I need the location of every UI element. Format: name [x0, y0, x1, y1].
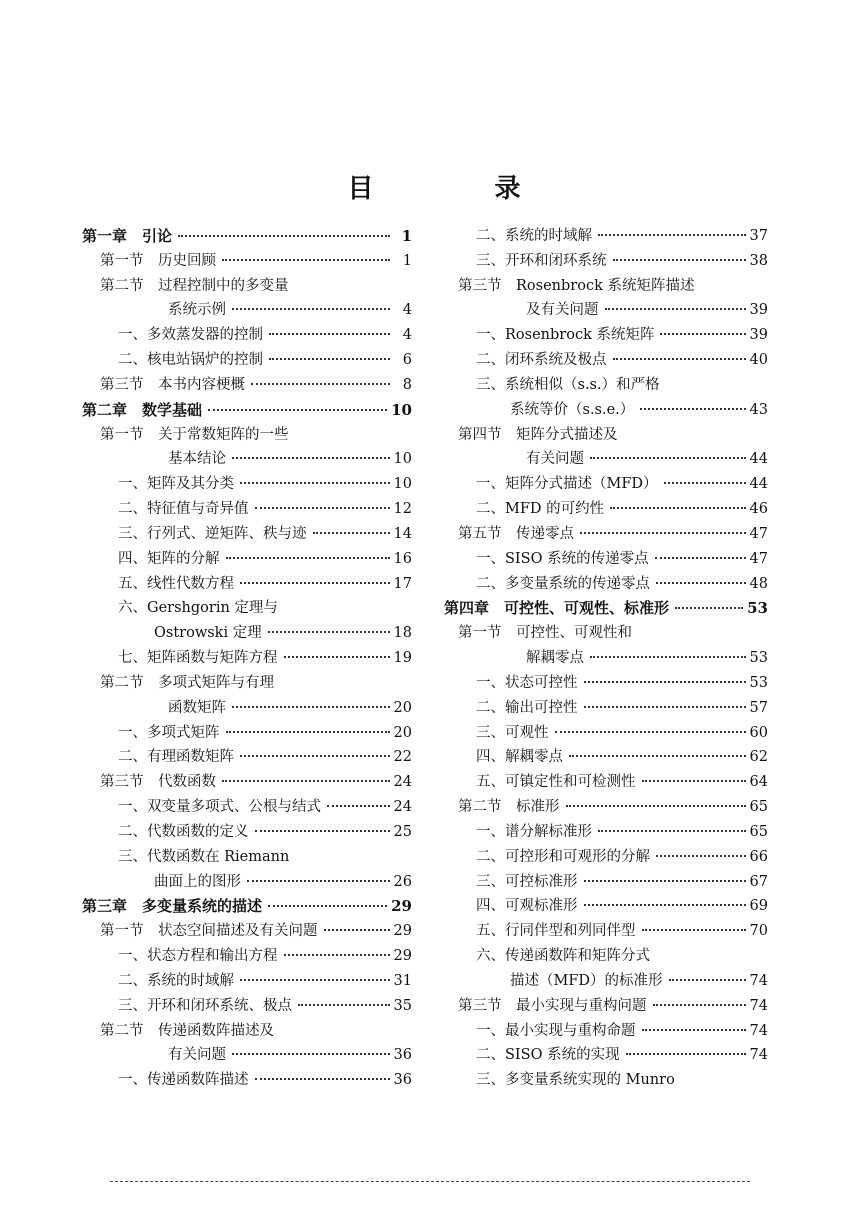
toc-page-number: 60 — [749, 724, 768, 741]
toc-page-number: 10 — [393, 451, 412, 468]
toc-entry-text: 基本结论 — [168, 451, 226, 468]
toc-item-line[interactable] — [444, 348, 768, 373]
toc-entry-text: 三、开环和闭环系统、极点 — [118, 997, 292, 1014]
toc-page-number: 66 — [749, 848, 768, 865]
toc-cont-section-line[interactable] — [444, 447, 768, 472]
toc-section-line[interactable] — [444, 621, 768, 646]
toc-cont-item-line[interactable] — [82, 621, 412, 646]
toc-entry-text: 六、传递函数阵和矩阵分式 — [476, 948, 650, 965]
toc-entry-text: 二、代数函数的定义 — [118, 823, 249, 840]
toc-item-line[interactable] — [444, 373, 768, 398]
dot-leader — [642, 1029, 746, 1031]
toc-entry-text: 二、核电站锅炉的控制 — [118, 352, 263, 369]
dot-leader — [626, 1053, 746, 1055]
toc-entry-text: 一、状态方程和输出方程 — [118, 948, 278, 965]
dot-leader — [240, 979, 390, 981]
dot-leader — [232, 457, 390, 459]
toc-section-line[interactable] — [444, 795, 768, 820]
toc-item-line[interactable] — [82, 1068, 412, 1093]
toc-entry-text: 有关问题 — [168, 1047, 226, 1064]
toc-item-line[interactable] — [444, 820, 768, 845]
toc-page-number: 53 — [749, 674, 768, 691]
toc-entry-text: 及有关问题 — [526, 302, 599, 319]
toc-page-number: 47 — [749, 550, 768, 567]
toc-page-number: 69 — [749, 898, 768, 915]
toc-page-number: 36 — [393, 1047, 412, 1064]
toc-entry-text: 第二章 数学基础 — [82, 400, 203, 419]
dot-leader — [655, 557, 746, 559]
toc-page-number: 74 — [749, 1022, 768, 1039]
toc-item-line[interactable] — [444, 721, 768, 746]
toc-chapter-line[interactable] — [82, 894, 412, 919]
dot-leader — [255, 507, 390, 509]
toc-page-number: 10 — [391, 400, 412, 419]
toc-item-line[interactable] — [82, 572, 412, 597]
toc-entry-text: 第一节 可控性、可观性和 — [458, 625, 632, 642]
toc-page-number: 64 — [749, 774, 768, 791]
dot-leader — [664, 482, 746, 484]
toc-entry-text: 第三节 最小实现与重构问题 — [458, 997, 647, 1014]
toc-page-number: 36 — [393, 1072, 412, 1089]
toc-page-number: 48 — [749, 575, 768, 592]
dot-leader — [605, 308, 746, 310]
dot-leader — [584, 880, 746, 882]
toc-entry-text: 一、多项式矩阵 — [118, 724, 220, 741]
toc-page-number: 44 — [749, 476, 768, 493]
toc-entry-text: 一、多效蒸发器的控制 — [118, 327, 263, 344]
toc-column-left — [82, 224, 412, 1093]
page-title: 目 录 — [347, 174, 577, 204]
toc-item-line[interactable] — [444, 497, 768, 522]
toc-cont-item-line[interactable] — [444, 969, 768, 994]
dot-leader — [580, 532, 746, 534]
toc-entry-text: 有关问题 — [526, 451, 584, 468]
toc-item-line[interactable] — [444, 224, 768, 249]
toc-entry-text: 三、行列式、逆矩阵、秩与迹 — [118, 525, 307, 542]
toc-entry-text: 六、Gershgorin 定理与 — [118, 600, 278, 617]
toc-item-line[interactable] — [82, 596, 412, 621]
toc-entry-text: 描述（MFD）的标准形 — [510, 972, 663, 989]
toc-page-number: 4 — [402, 302, 412, 319]
toc-entry-text: 第五节 传递零点 — [458, 525, 574, 542]
toc-section-line[interactable] — [82, 1019, 412, 1044]
toc-entry-text: 解耦零点 — [526, 650, 584, 667]
dot-leader — [284, 954, 390, 956]
dot-leader — [178, 235, 390, 237]
toc-entry-text: Ostrowski 定理 — [154, 625, 262, 642]
toc-entry-text: 第四章 可控性、可观性、标准形 — [444, 599, 670, 618]
toc-entry-text: 一、最小实现与重构命题 — [476, 1022, 636, 1039]
toc-page-number: 67 — [749, 873, 768, 890]
dot-leader — [232, 706, 390, 708]
toc-item-line[interactable] — [82, 745, 412, 770]
dot-leader — [284, 656, 390, 658]
dot-leader — [613, 259, 746, 261]
toc-item-line[interactable] — [444, 696, 768, 721]
toc-page-number: 43 — [749, 401, 768, 418]
toc-item-line[interactable] — [82, 522, 412, 547]
dot-leader — [613, 358, 746, 360]
toc-entry-text: 二、闭环系统及极点 — [476, 352, 607, 369]
dot-leader — [590, 457, 746, 459]
toc-page-number: 57 — [749, 699, 768, 716]
toc-chapter-line[interactable] — [82, 224, 412, 249]
toc-entry-text: 四、解耦零点 — [476, 749, 563, 766]
dot-leader — [584, 706, 746, 708]
toc-item-line[interactable] — [444, 1068, 768, 1093]
toc-section-line[interactable] — [444, 994, 768, 1019]
toc-page-number: 35 — [393, 997, 412, 1014]
toc-entry-text: 曲面上的图形 — [154, 873, 241, 890]
toc-entry-text: 二、可控形和可观形的分解 — [476, 848, 650, 865]
toc-item-line[interactable] — [82, 845, 412, 870]
toc-page-number: 19 — [393, 650, 412, 667]
dot-leader — [660, 333, 745, 335]
toc-item-line[interactable] — [82, 323, 412, 348]
toc-item-line[interactable] — [82, 472, 412, 497]
toc-entry-text: 一、双变量多项式、公根与结式 — [118, 799, 321, 816]
toc-entry-text: 第二节 传递函数阵描述及 — [100, 1022, 274, 1039]
dot-leader — [669, 979, 746, 981]
toc-item-line[interactable] — [444, 323, 768, 348]
toc-item-line[interactable] — [444, 249, 768, 274]
toc-section-line[interactable] — [82, 770, 412, 795]
toc-page-number: 31 — [393, 972, 412, 989]
toc-entry-text: 函数矩阵 — [168, 699, 226, 716]
dot-leader — [269, 333, 390, 335]
toc-entry-text: 第三章 多变量系统的描述 — [82, 897, 263, 916]
toc-entry-text: 二、多变量系统的传递零点 — [476, 575, 650, 592]
toc-page-number: 40 — [749, 352, 768, 369]
toc-page-number: 20 — [393, 724, 412, 741]
toc-item-line[interactable] — [82, 994, 412, 1019]
toc-page-number: 29 — [393, 948, 412, 965]
dot-leader — [598, 234, 746, 236]
toc-page-number: 74 — [749, 1047, 768, 1064]
toc-page-number: 16 — [393, 550, 412, 567]
dot-leader — [240, 755, 390, 757]
dot-leader — [240, 582, 390, 584]
toc-chapter-line[interactable] — [82, 398, 412, 423]
dot-leader — [569, 755, 746, 757]
toc-entry-text: 第三节 代数函数 — [100, 774, 216, 791]
toc-page-number: 17 — [393, 575, 412, 592]
dot-leader — [675, 607, 743, 609]
toc-item-line[interactable] — [444, 894, 768, 919]
toc-page-number: 20 — [393, 699, 412, 716]
toc-entry-text: 第三节 Rosenbrock 系统矩阵描述 — [458, 277, 695, 294]
toc-section-line[interactable] — [444, 522, 768, 547]
dot-leader — [555, 731, 746, 733]
toc-entry-text: 五、线性代数方程 — [118, 575, 234, 592]
toc-entry-text: 三、可观性 — [476, 724, 549, 741]
toc-entry-text: 五、可镇定性和可检测性 — [476, 774, 636, 791]
dot-leader — [327, 805, 390, 807]
toc-item-line[interactable] — [82, 721, 412, 746]
toc-page-number: 29 — [393, 923, 412, 940]
dot-leader — [656, 582, 746, 584]
toc-entry-text: 三、代数函数在 Riemann — [118, 848, 290, 865]
toc-item-line[interactable] — [444, 1043, 768, 1068]
dot-leader — [226, 731, 390, 733]
toc-item-line[interactable] — [82, 820, 412, 845]
toc-entry-text: 二、特征值与奇异值 — [118, 501, 249, 518]
toc-page-number: 22 — [393, 749, 412, 766]
toc-page-number: 37 — [749, 228, 768, 244]
toc-column-right — [444, 224, 768, 1093]
dot-leader — [269, 358, 390, 360]
toc-entry-text: 三、多变量系统实现的 Munro — [476, 1072, 675, 1089]
toc-entry-text: 第一节 历史回顾 — [100, 252, 216, 269]
toc-page-number: 1 — [401, 227, 412, 245]
toc-entry-text: 二、输出可控性 — [476, 699, 578, 716]
toc-item-line[interactable] — [82, 348, 412, 373]
toc-entry-text: 三、可控标准形 — [476, 873, 578, 890]
toc-page-number: 53 — [749, 650, 768, 667]
toc-item-line[interactable] — [444, 870, 768, 895]
toc-section-line[interactable] — [82, 919, 412, 944]
dot-leader — [268, 905, 387, 907]
toc-entry-text: 第三节 本书内容梗概 — [100, 376, 245, 393]
dot-leader — [226, 557, 390, 559]
toc-entry-text: 系统等价（s.s.e.） — [510, 401, 635, 418]
toc-entry-text: 第四节 矩阵分式描述及 — [458, 426, 618, 443]
dot-leader — [240, 482, 390, 484]
toc-entry-text: 第二节 标准形 — [458, 799, 560, 816]
toc-item-line[interactable] — [444, 1019, 768, 1044]
toc-entry-text: 第二节 多项式矩阵与有理 — [100, 674, 274, 691]
dot-leader — [642, 780, 746, 782]
toc-entry-text: 第一节 关于常数矩阵的一些 — [100, 426, 289, 443]
toc-section-line[interactable] — [82, 274, 412, 299]
toc-entry-text: 四、矩阵的分解 — [118, 550, 220, 567]
toc-page-number: 53 — [747, 599, 768, 618]
toc-cont-section-line[interactable] — [82, 298, 412, 323]
toc-item-line[interactable] — [82, 795, 412, 820]
toc-entry-text: 一、SISO 系统的传递零点 — [476, 550, 649, 567]
toc-cont-section-line[interactable] — [82, 1043, 412, 1068]
toc-section-line[interactable] — [82, 373, 412, 398]
toc-item-line[interactable] — [444, 472, 768, 497]
dot-leader — [653, 1004, 746, 1006]
toc-entry-text: 一、传递函数阵描述 — [118, 1072, 249, 1089]
toc-item-line[interactable] — [444, 919, 768, 944]
toc-section-line[interactable] — [82, 671, 412, 696]
toc-entry-text: 一、矩阵及其分类 — [118, 476, 234, 493]
toc-page-number: 25 — [393, 823, 412, 840]
toc-item-line[interactable] — [444, 547, 768, 572]
toc-page-number: 1 — [402, 252, 412, 269]
toc-page-number: 74 — [749, 997, 768, 1014]
toc-page-number: 12 — [393, 501, 412, 518]
dot-leader — [598, 830, 746, 832]
toc-entry-text: 七、矩阵函数与矩阵方程 — [118, 650, 278, 667]
toc-cont-item-line[interactable] — [444, 398, 768, 423]
dot-leader — [590, 656, 746, 658]
footer-rule — [110, 1181, 750, 1182]
dot-leader — [566, 805, 746, 807]
dot-leader — [584, 681, 746, 683]
toc-page-number: 46 — [749, 501, 768, 518]
toc-cont-section-line[interactable] — [82, 696, 412, 721]
dot-leader — [222, 259, 390, 261]
toc-page-number: 14 — [393, 525, 412, 542]
toc-page-number: 8 — [402, 376, 412, 393]
toc-item-line[interactable] — [82, 944, 412, 969]
toc-page-number: 74 — [749, 972, 768, 989]
toc-page-number: 4 — [402, 327, 412, 344]
toc-page-number: 6 — [402, 352, 412, 369]
toc-item-line[interactable] — [444, 671, 768, 696]
toc-cont-section-line[interactable] — [444, 298, 768, 323]
toc-entry-text: 一、谱分解标准形 — [476, 823, 592, 840]
toc-page-number: 38 — [749, 252, 768, 269]
toc-entry-text: 二、有理函数矩阵 — [118, 749, 234, 766]
toc-item-line[interactable] — [82, 646, 412, 671]
toc-page-number: 39 — [749, 327, 768, 344]
toc-item-line[interactable] — [444, 745, 768, 770]
toc-page-number: 65 — [749, 823, 768, 840]
dot-leader — [298, 1004, 390, 1006]
toc-entry-text: 一、Rosenbrock 系统矩阵 — [476, 327, 655, 344]
toc-entry-text: 二、系统的时域解 — [118, 972, 234, 989]
dot-leader — [268, 631, 390, 633]
dot-leader — [232, 1053, 390, 1055]
toc-section-line[interactable] — [444, 274, 768, 299]
toc-page-number: 24 — [393, 774, 412, 791]
toc-page-number: 26 — [393, 873, 412, 890]
toc-section-line[interactable] — [82, 249, 412, 274]
toc-entry-text: 第一节 状态空间描述及有关问题 — [100, 923, 318, 940]
dot-leader — [640, 408, 745, 410]
dot-leader — [255, 1078, 390, 1080]
toc-page-number: 65 — [749, 799, 768, 816]
toc-entry-text: 四、可观标准形 — [476, 898, 578, 915]
toc-entry-text: 二、SISO 系统的实现 — [476, 1047, 620, 1064]
toc-entry-text: 第二节 过程控制中的多变量 — [100, 277, 289, 294]
toc-cont-section-line[interactable] — [82, 447, 412, 472]
dot-leader — [247, 880, 390, 882]
toc-page-number: 10 — [393, 476, 412, 493]
toc-item-line[interactable] — [444, 572, 768, 597]
toc-page-number: 39 — [749, 302, 768, 319]
toc-chapter-line[interactable] — [444, 596, 768, 621]
toc-page-number: 62 — [749, 749, 768, 766]
toc-cont-item-line[interactable] — [82, 870, 412, 895]
toc-entry-text: 第一章 引论 — [82, 227, 173, 245]
toc-entry-text: 一、状态可控性 — [476, 674, 578, 691]
dot-leader — [313, 532, 390, 534]
dot-leader — [208, 409, 387, 411]
dot-leader — [656, 855, 746, 857]
toc-item-line[interactable] — [444, 770, 768, 795]
dot-leader — [222, 780, 390, 782]
dot-leader — [610, 507, 745, 509]
toc-entry-text: 一、矩阵分式描述（MFD） — [476, 476, 658, 493]
toc-page-number: 70 — [749, 923, 768, 940]
toc-entry-text: 系统示例 — [168, 302, 226, 319]
toc-cont-section-line[interactable] — [444, 646, 768, 671]
toc-entry-text: 三、开环和闭环系统 — [476, 252, 607, 269]
toc-item-line[interactable] — [444, 944, 768, 969]
toc-section-line[interactable] — [82, 423, 412, 448]
toc-page-number: 24 — [393, 799, 412, 816]
toc-section-line[interactable] — [444, 423, 768, 448]
dot-leader — [584, 904, 746, 906]
toc-item-line[interactable] — [444, 845, 768, 870]
toc-page-number: 18 — [393, 625, 412, 642]
dot-leader — [232, 308, 390, 310]
dot-leader — [324, 929, 390, 931]
toc-item-line[interactable] — [82, 969, 412, 994]
toc-page-number: 29 — [391, 897, 412, 916]
toc-entry-text: 二、MFD 的可约性 — [476, 501, 605, 518]
toc-item-line[interactable] — [82, 547, 412, 572]
dot-leader — [251, 383, 390, 385]
toc-entry-text: 二、系统的时域解 — [476, 228, 592, 244]
toc-entry-text: 五、行同伴型和列同伴型 — [476, 923, 636, 940]
toc-item-line[interactable] — [82, 497, 412, 522]
toc-page-number: 44 — [749, 451, 768, 468]
toc-entry-text: 三、系统相似（s.s.）和严格 — [476, 376, 660, 393]
dot-leader — [255, 830, 390, 832]
dot-leader — [642, 929, 746, 931]
toc-page-number: 47 — [749, 525, 768, 542]
